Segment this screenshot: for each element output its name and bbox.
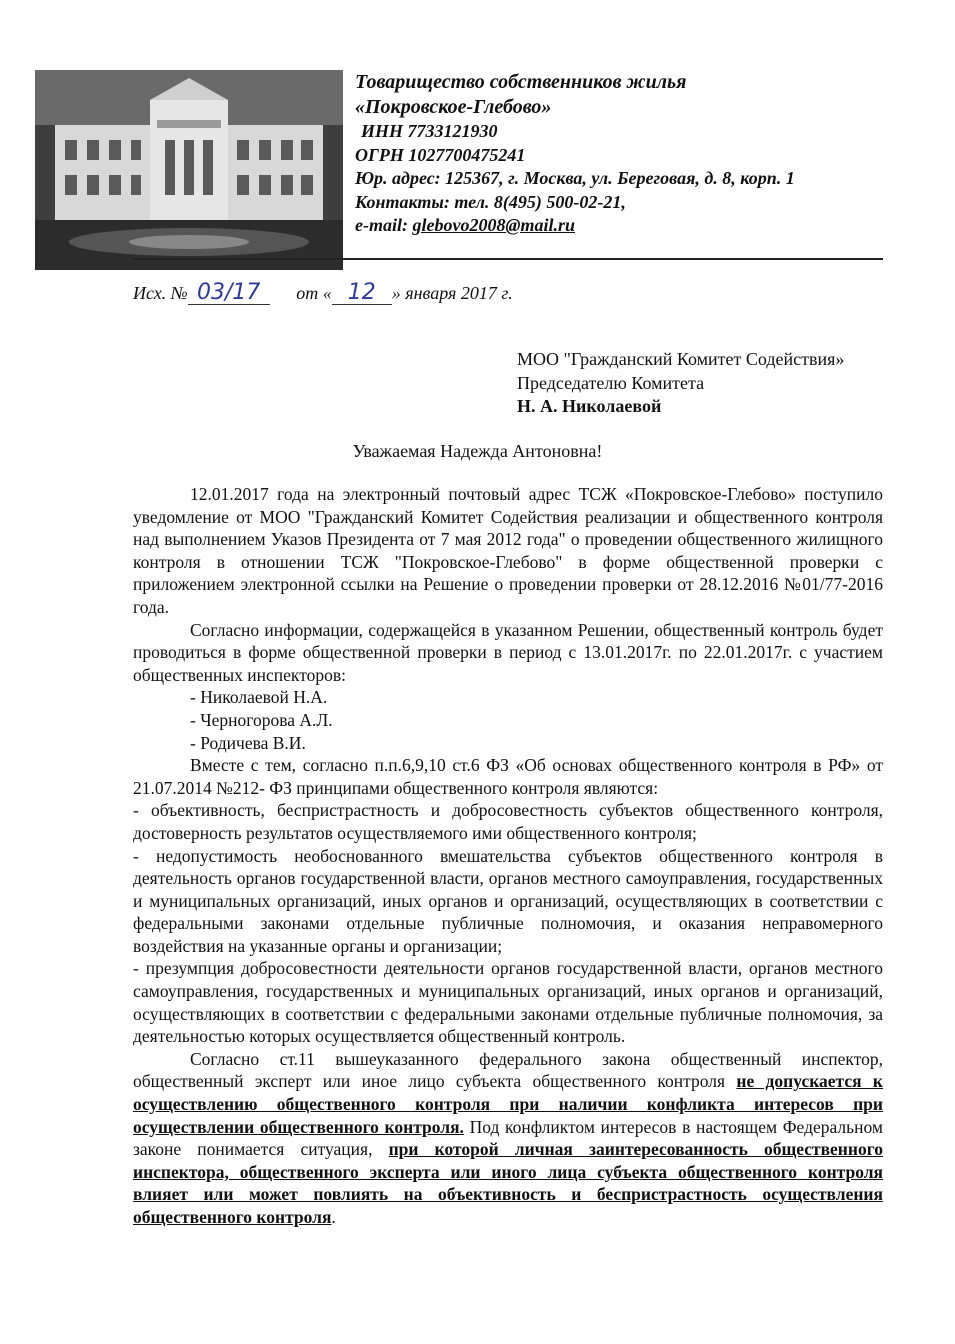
outgoing-prefix: Исх. № [133, 283, 188, 303]
principle-item: - объективность, беспристрастность и добросовестность субъектов общественного контроля, достоверность результатов осуществляемого ими общественного контроля; [133, 800, 883, 843]
principle-item: - презумпция добросовестности деятельности органов государственной власти, органов местного самоуправления, государственных и муниципальных организаций, иных органов и организаций, осуществляющих в соответствии с федеральными законами отдельные публичные полномочия, за деятельностью которых осуществляется общественный контроль. [133, 958, 883, 1047]
paragraph-inspection-period: Согласно информации, содержащейся в указанном Решении, общественный контроль будет проводиться в форме общественной проверки в период с 13.01.2017г. по 22.01.2017г. с участием общественных инспекторов: [133, 619, 883, 685]
greeting: Уважаемая Надежда Антоновна! [352, 441, 603, 461]
email-link[interactable]: glebovo2008@mail.ru [412, 215, 575, 235]
org-ogrn: ОГРН 1027700475241 [355, 144, 526, 165]
conflict-text-c: Под конфликтом интересов в настоящем Федеральном законе понимается ситуация, [133, 1116, 883, 1160]
outgoing-number-handwritten: 03/17 [188, 282, 270, 305]
inspector-item: - Черногорова А.Л. [190, 709, 333, 730]
addressee-block [517, 348, 844, 419]
conflict-emphasis-2: при которой личная заинтересованность общественного инспектора, общественного эксперта или иного лица субъекта общественного контроля влияет или может повлиять на объективность и беспристрастность осуществления общественного контроля [133, 1139, 883, 1227]
org-inn: ИНН 7733121930 [361, 121, 498, 141]
header-divider [133, 258, 883, 260]
outgoing-day-handwritten: 12 [332, 282, 392, 305]
organization-header [355, 70, 915, 238]
paragraph-conflict-of-interest [133, 1048, 883, 1229]
paragraph-principles-intro: Вместе с тем, согласно п.п.6,9,10 ст.6 ФЗ «Об основах общественного контроля в РФ» от 21.07.2014 №212- ФЗ принципами общественного контроля являются: [133, 755, 883, 798]
paragraph-notification: 12.01.2017 года на электронный почтовый адрес ТСЖ «Покровское-Глебово» поступило уведомление от МОО "Гражданский Комитет Содействия реализации и общественного контроля над выполнением Указов Президента от 7 мая 2012 года" о проведении общественного жилищного контроля в отношении ТСЖ "Покровское-Глебово" в форме общественной проверки с приложением электронной ссылки на Решение о проведении проверки от 28.12.2016 №01/77-2016 года. [133, 484, 883, 617]
org-contacts: Контакты: тел. 8(495) 500-02-21, [355, 191, 626, 212]
letter-body [133, 483, 883, 1229]
outgoing-from-label: от « [296, 283, 332, 303]
addressee-org: МОО "Гражданский Комитет Содействия» [517, 349, 845, 369]
inspector-item: - Николаевой Н.А. [190, 687, 328, 708]
org-name-line2: «Покровское-Глебово» [355, 96, 552, 118]
outgoing-number [133, 282, 513, 305]
email-label: e-mail: [355, 215, 413, 235]
addressee-name: Н. А. Николаевой [517, 396, 662, 416]
logo-building-photo [35, 70, 343, 270]
inspector-item: - Родичева В.И. [190, 732, 306, 753]
org-legal-address: Юр. адрес: 125367, г. Москва, ул. Береговая, д. 8, корп. 1 [355, 168, 795, 188]
principle-item: - недопустимость необоснованного вмешательства субъектов общественного контроля в деятельность органов государственной власти, органов местного самоуправления, государственных и муниципальных организаций, иных органов и организаций, осуществляющих в соответствии с федеральными законами отдельные публичные полномочия, и оказания неправомерного воздействия на указанные органы и организации; [133, 845, 883, 956]
conflict-text-e: . [331, 1207, 336, 1227]
conflict-text-a: Согласно ст.11 вышеуказанного федерального закона общественный инспектор, общественный эксперт или иное лицо субъекта общественного контроля [133, 1048, 883, 1092]
outgoing-date-rest: » января 2017 г. [391, 283, 513, 303]
addressee-position: Председателю Комитета [517, 372, 705, 393]
conflict-emphasis-1: не допускается к осуществлению общественного контроля при наличии конфликта интересов при осуществлении общественного контроля. [133, 1071, 884, 1137]
org-email-line [355, 214, 915, 238]
org-name-line1: Товарищество собственников жилья [355, 71, 687, 93]
